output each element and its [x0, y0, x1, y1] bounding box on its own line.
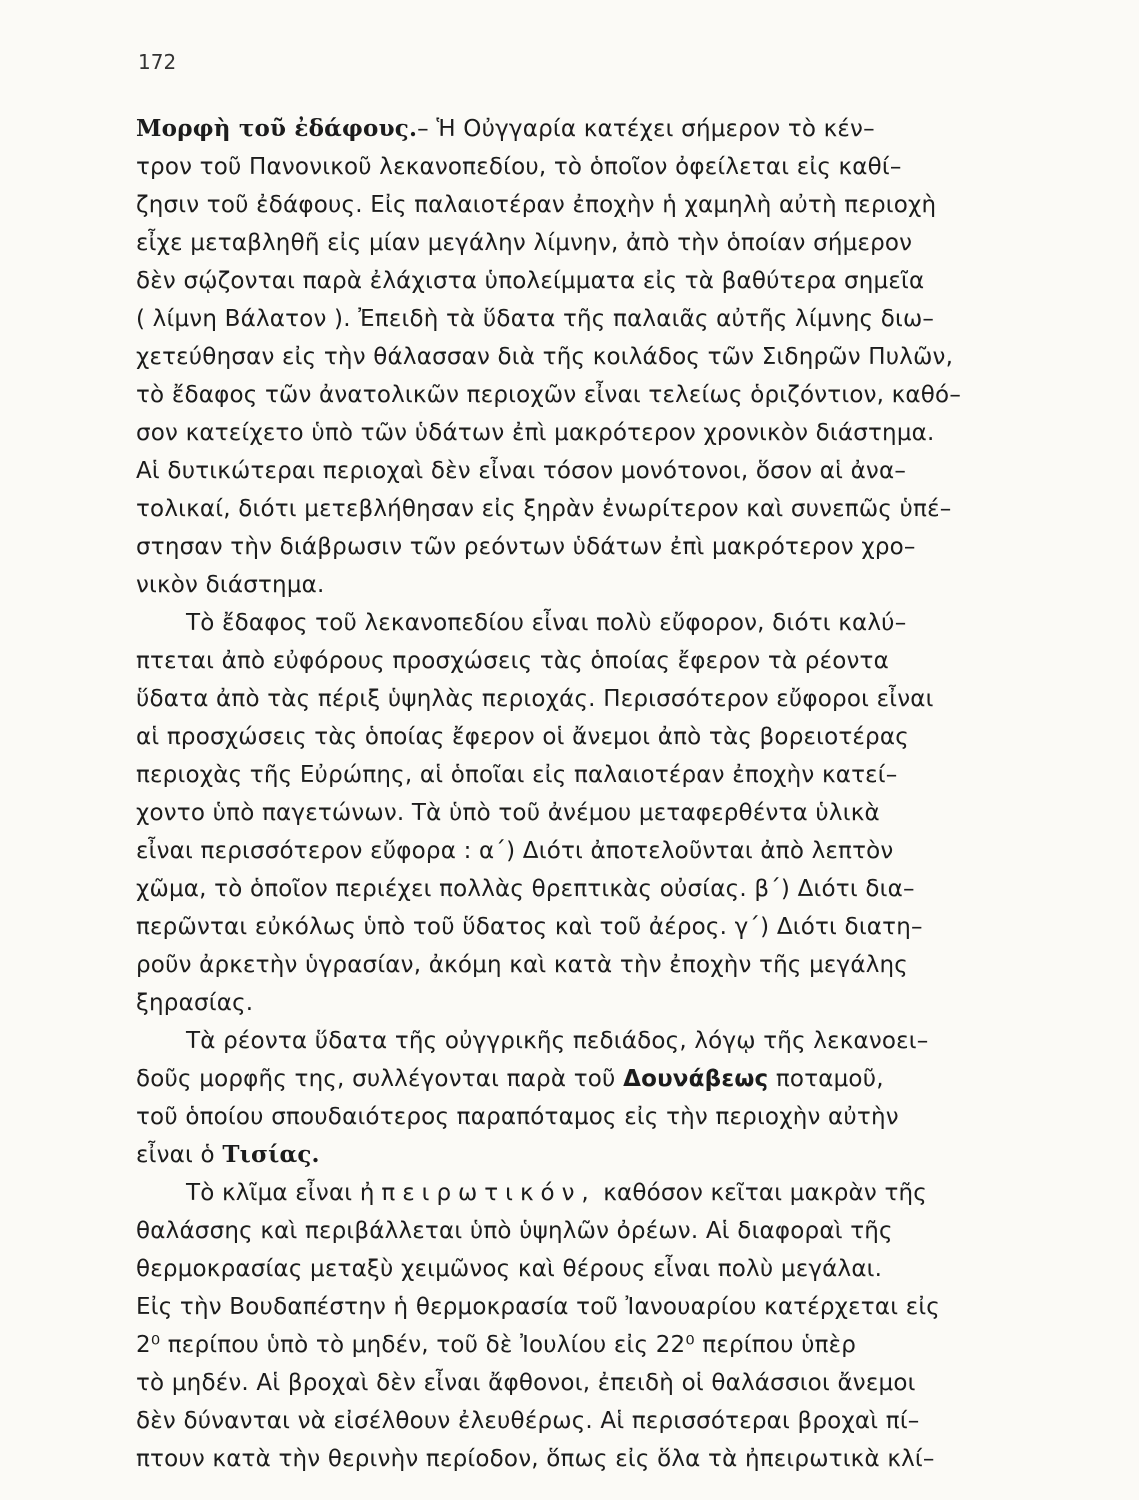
- text-line: [136, 110, 1008, 148]
- text-run: θερμοκρασίας μεταξὺ χειμῶνος καὶ θέρους εἶναι πολὺ μεγάλαι.: [136, 1256, 883, 1282]
- text-line: [136, 1402, 1008, 1440]
- text-line: [136, 1174, 1008, 1212]
- text-line: [136, 1288, 1008, 1326]
- text-run: 2⁰ περίπου ὑπὸ τὸ μηδέν, τοῦ δὲ Ἰουλίου εἰς 22⁰ περίπου ὑπὲρ: [136, 1332, 857, 1358]
- text-line: [136, 908, 1008, 946]
- text-line: [136, 718, 1008, 756]
- text-run: δοῦς μορφῆς της, συλλέγονται παρὰ τοῦ: [136, 1066, 624, 1092]
- text-line: [136, 604, 1008, 642]
- text-line: [136, 1136, 1008, 1174]
- text-line: [136, 414, 1008, 452]
- text-run: Αἱ δυτικώτεραι περιοχαὶ δὲν εἶναι τόσον μονότονοι, ὅσον αἱ ἀνα–: [136, 458, 907, 484]
- text-line: [136, 566, 1008, 604]
- text-run: – Ἡ Οὐγγαρία κατέχει σήμερον τὸ κέν–: [417, 116, 875, 142]
- emphasis-text: Τισίας.: [222, 1141, 320, 1168]
- text-run: καθόσον κεῖται μακρὰν τῆς: [595, 1180, 927, 1206]
- text-run: ζησιν τοῦ ἐδάφους. Εἰς παλαιοτέραν ἐποχὴν ἡ χαμηλὴ αὐτὴ περιοχὴ: [136, 192, 937, 218]
- text-line: [136, 1250, 1008, 1288]
- text-run: θαλάσσης καὶ περιβάλλεται ὑπὸ ὑψηλῶν ὀρέων. Αἱ διαφοραὶ τῆς: [136, 1218, 893, 1244]
- text-run: περῶνται εὐκόλως ὑπὸ τοῦ ὕδατος καὶ τοῦ ἀέρος. γ΄) Διότι διατη–: [136, 914, 923, 940]
- text-run: ποταμοῦ,: [768, 1066, 884, 1092]
- text-line: [136, 794, 1008, 832]
- text-run: σον κατείχετο ὑπὸ τῶν ὑδάτων ἐπὶ μακρότερον χρονικὸν διάστημα.: [136, 420, 935, 446]
- text-run: νικὸν διάστημα.: [136, 572, 325, 598]
- text-run: στησαν τὴν διάβρωσιν τῶν ρεόντων ὑδάτων ἐπὶ μακρότερον χρο–: [136, 534, 916, 560]
- text-run: Εἰς τὴν Βουδαπέστην ἡ θερμοκρασία τοῦ Ἰανουαρίου κατέρχεται εἰς: [136, 1294, 941, 1320]
- text-run: δὲν δύνανται νὰ εἰσέλθουν ἐλευθέρως. Αἱ περισσότεραι βροχαὶ πί–: [136, 1408, 920, 1434]
- text-line: [136, 1440, 1008, 1478]
- text-run: χοντο ὑπὸ παγετώνων. Τὰ ὑπὸ τοῦ ἀνέμου μεταφερθέντα ὑλικὰ: [136, 800, 880, 826]
- text-run: ( λίμνη Βάλατον ). Ἐπειδὴ τὰ ὕδατα τῆς παλαιᾶς αὐτῆς λίμνης διω–: [136, 306, 935, 332]
- emphasis-text: ἠπειρωτικόν,: [359, 1180, 596, 1206]
- text-line: [136, 680, 1008, 718]
- text-line: [136, 756, 1008, 794]
- text-line: [136, 376, 1008, 414]
- text-run: περιοχὰς τῆς Εὐρώπης, αἱ ὁποῖαι εἰς παλαιοτέραν ἐποχὴν κατεί–: [136, 762, 898, 788]
- emphasis-text: Δουνάβεως: [623, 1066, 769, 1092]
- text-run: Τὰ ρέοντα ὕδατα τῆς οὐγγρικῆς πεδιάδος, λόγῳ τῆς λεκανοει–: [186, 1028, 929, 1054]
- text-run: Τὸ κλῖμα εἶναι: [186, 1180, 360, 1206]
- text-line: [136, 452, 1008, 490]
- text-run: πτεται ἀπὸ εὐφόρους προσχώσεις τὰς ὁποίας ἔφερον τὰ ρέοντα: [136, 648, 889, 674]
- text-line: [136, 186, 1008, 224]
- text-run: εἶχε μεταβληθῆ εἰς μίαν μεγάλην λίμνην, ἀπὸ τὴν ὁποίαν σήμερον: [136, 230, 913, 256]
- text-run: δὲν σῴζονται παρὰ ἐλάχιστα ὑπολείμματα εἰς τὰ βαθύτερα σημεῖα: [136, 268, 925, 294]
- text-line: [136, 1212, 1008, 1250]
- text-run: χῶμα, τὸ ὁποῖον περιέχει πολλὰς θρεπτικὰς οὐσίας. β΄) Διότι δια–: [136, 876, 915, 902]
- text-line: [136, 946, 1008, 984]
- text-line: [136, 1060, 1008, 1098]
- text-run: πτουν κατὰ τὴν θερινὴν περίοδον, ὅπως εἰς ὅλα τὰ ἠπειρωτικὰ κλί–: [136, 1446, 935, 1472]
- text-run: τοῦ ὁποίου σπουδαιότερος παραπόταμος εἰς τὴν περιοχὴν αὐτὴν: [136, 1104, 899, 1130]
- page-number: 172: [138, 50, 177, 74]
- text-run: αἱ προσχώσεις τὰς ὁποίας ἔφερον οἱ ἄνεμοι ἀπὸ τὰς βορειοτέρας: [136, 724, 909, 750]
- text-line: [136, 490, 1008, 528]
- text-run: χετεύθησαν εἰς τὴν θάλασσαν διὰ τῆς κοιλάδος τῶν Σιδηρῶν Πυλῶν,: [136, 344, 954, 370]
- text-line: [136, 528, 1008, 566]
- text-run: ξηρασίας.: [136, 990, 254, 1016]
- text-line: [136, 1022, 1008, 1060]
- text-run: ροῦν ἀρκετὴν ὑγρασίαν, ἀκόμη καὶ κατὰ τὴν ἐποχὴν τῆς μεγάλης: [136, 952, 909, 978]
- text-run: τολικαί, διότι μετεβλήθησαν εἰς ξηρὰν ἐνωρίτερον καὶ συνεπῶς ὑπέ–: [136, 496, 952, 522]
- text-line: [136, 262, 1008, 300]
- text-line: [136, 148, 1008, 186]
- text-line: [136, 870, 1008, 908]
- text-run: τὸ μηδέν. Αἱ βροχαὶ δὲν εἶναι ἄφθονοι, ἐπειδὴ οἱ θαλάσσιοι ἄνεμοι: [136, 1370, 916, 1396]
- text-body: [136, 110, 1008, 1478]
- text-line: [136, 1364, 1008, 1402]
- text-run: Τὸ ἔδαφος τοῦ λεκανοπεδίου εἶναι πολὺ εὔφορον, διότι καλύ–: [186, 610, 907, 636]
- text-run: τρον τοῦ Πανονικοῦ λεκανοπεδίου, τὸ ὁποῖον ὀφείλεται εἰς καθί–: [136, 154, 902, 180]
- text-line: [136, 224, 1008, 262]
- text-line: [136, 1326, 1008, 1364]
- text-line: [136, 338, 1008, 376]
- text-run: τὸ ἔδαφος τῶν ἀνατολικῶν περιοχῶν εἶναι τελείως ὁριζόντιον, καθό–: [136, 382, 962, 408]
- text-run: εἶναι ὁ: [136, 1142, 223, 1168]
- text-line: [136, 642, 1008, 680]
- emphasis-text: Μορφὴ τοῦ ἐδάφους.: [136, 115, 418, 142]
- text-line: [136, 300, 1008, 338]
- text-line: [136, 1098, 1008, 1136]
- text-line: [136, 832, 1008, 870]
- text-run: ὕδατα ἀπὸ τὰς πέριξ ὑψηλὰς περιοχάς. Περισσότερον εὔφοροι εἶναι: [136, 686, 934, 712]
- text-run: εἶναι περισσότερον εὔφορα : α΄) Διότι ἀποτελοῦνται ἀπὸ λεπτὸν: [136, 838, 894, 864]
- text-line: [136, 984, 1008, 1022]
